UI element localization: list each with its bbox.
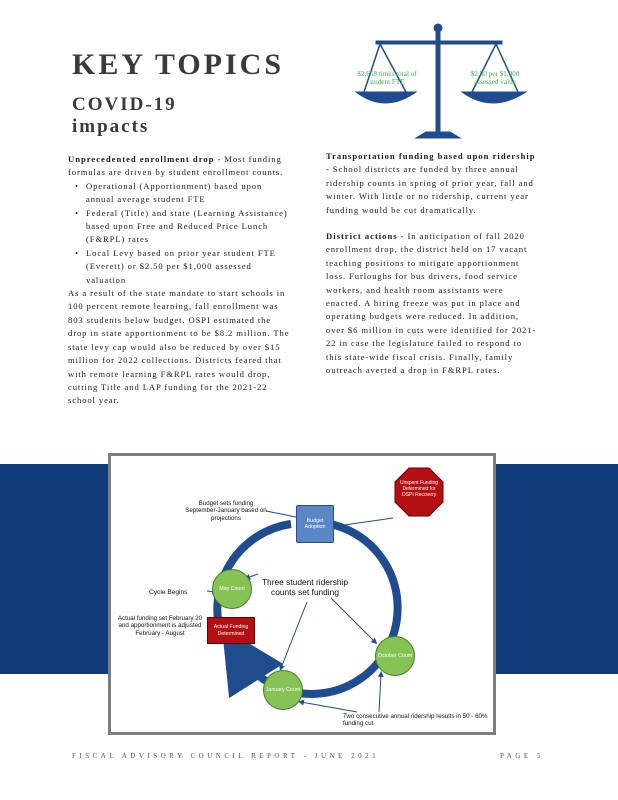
section-subtitle [72, 94, 177, 138]
subtitle-line-2: impacts [72, 116, 150, 137]
list-item: • Federal (Title) and state (Learning Assistance) based upon Free and Reduced Price Lunch (F&RPL) rates [84, 207, 290, 247]
enrollment-paragraph [68, 153, 290, 180]
left-column [68, 153, 290, 408]
enrollment-result-paragraph: As a result of the state mandate to start schools in 100 percent remote learning, fall enrollment was 803 students below budget. OSPI estimated the drop in state apportionment to be $8.2 million. The state levy cap would also be reduced by over $15 million for 2022 collections. Districts feared that with remote learning F&RPL rates would drop, cutting Title and LAP funding for the 2021-22 school year. [68, 288, 290, 406]
balance-scale-graphic [350, 22, 540, 140]
enrollment-body: - Most funding formulas are driven by student enrollment counts. [68, 154, 284, 178]
district-actions-heading: District actions [326, 231, 398, 242]
budget-adoption-node: Budget Adoption [296, 505, 334, 543]
subtitle-line-1: COVID-19 [72, 94, 177, 115]
budget-note: Budget sets funding September-January based on projections [185, 500, 267, 522]
funding-list [68, 180, 290, 287]
page-title: KEY TOPICS [72, 48, 285, 81]
district-actions-paragraph [326, 230, 540, 377]
scale-left-label: $2,658 times total of student FTE [357, 70, 417, 87]
footer-report-title: FISCAL ADVISORY COUNCIL REPORT - JUNE 2021 [72, 752, 380, 760]
list-item: • Local Levy based on prior year student FTE (Everett) or $2.50 per $1,000 assessed valuation [84, 247, 290, 287]
list-item: • Operational (Apportionment) based upon annual average student FTE [84, 180, 290, 207]
bottom-note: Two consecutive annual ridership results in 50 - 60% funding cut [343, 713, 488, 728]
funding-cycle-diagram [108, 453, 496, 735]
transportation-heading: Transportation funding based upon ridership [326, 151, 536, 161]
actual-funding-note: Actual funding set February 20 and apportionment is adjusted February - August [117, 615, 203, 637]
unspent-funding-octagon: Unspent Funding Determined for OSPI Recovery [399, 480, 439, 498]
may-count-node: May Count [212, 569, 252, 609]
transportation-body: - School districts are funded by three annual ridership counts in spring of prior year, fall and winter. With little or no ridership, current year funding would be cut dramatically. [326, 164, 534, 215]
scale-right-label: $2.50 per $1,000 assessed value [470, 70, 520, 87]
right-column [326, 150, 540, 378]
october-count-node: October Count [375, 636, 415, 676]
center-label: Three student ridership counts set funding [261, 577, 349, 597]
footer-page-number: PAGE 5 [500, 752, 544, 760]
enrollment-heading: Unprecedented enrollment drop [68, 154, 215, 164]
district-actions-body: - In anticipation of fall 2020 enrollment drop, the district held on 17 vacant teaching positions to mitigate apportionment loss. Furloughs for bus drivers, food service workers, and health room assistants were enacted. A hiring freeze was put in place and operating budgets were reduced. In addition, over $6 million in cuts were identified for 2021-22 in case the legislature failed to respond to this state-wide fiscal crisis. Finally, family outreach averted a drop in F&RPL rates. [326, 231, 537, 376]
january-count-node: January Count [263, 670, 303, 710]
actual-funding-box: Actual Funding Determined [207, 617, 255, 644]
cycle-begins-label: Cycle Begins [149, 589, 188, 596]
transportation-paragraph [326, 150, 540, 217]
